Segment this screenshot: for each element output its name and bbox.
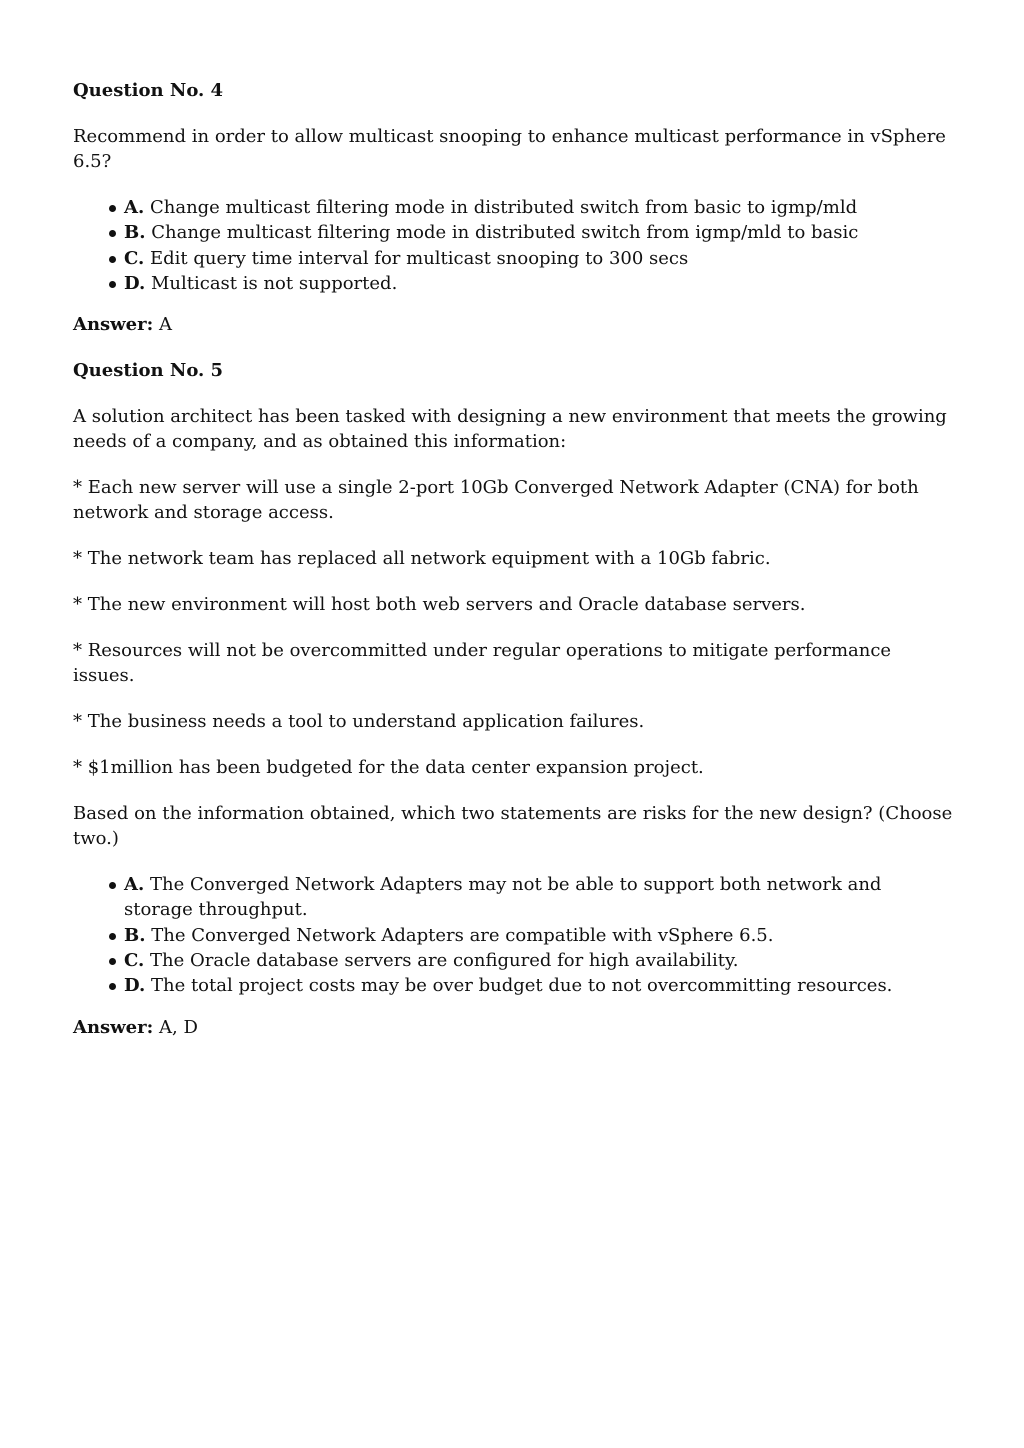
option-letter: D. [124, 272, 146, 294]
info-item: * Resources will not be overcommitted under regular operations to mitigate performance issues. [73, 640, 892, 687]
option-list [73, 195, 954, 296]
option-text: The Converged Network Adapters may not be able to support both network and storage throughput. [124, 874, 882, 921]
option-letter: A. [124, 197, 145, 218]
option-text: Change multicast filtering mode in distributed switch from igmp/mld to basic [151, 222, 859, 244]
info-item: * The new environment will host both web servers and Oracle database servers. [73, 594, 806, 616]
option-letter: A. [124, 874, 145, 896]
option-a [124, 195, 954, 220]
option-letter: D. [124, 975, 146, 997]
option-text: The total project costs may be over budget due to not overcommitting resources. [150, 975, 893, 997]
option-letter: B. [124, 924, 146, 946]
question-5 [73, 358, 954, 1039]
answer-label: Answer: [73, 1016, 154, 1038]
answer-line [73, 1015, 954, 1040]
option-d [124, 973, 954, 998]
question-text: A solution architect has been tasked with designing a new environment that meets the growing needs of a company, and as obtained this information: [73, 406, 947, 453]
answer-line [73, 312, 954, 337]
option-c [124, 246, 954, 271]
info-item: * The network team has replaced all network equipment with a 10Gb fabric. [73, 548, 771, 570]
option-text: The Oracle database servers are configured for high availability. [150, 950, 739, 972]
answer-label: Answer: [73, 314, 154, 336]
option-c [124, 948, 954, 973]
option-text: The Converged Network Adapters are compatible with vSphere 6.5. [151, 924, 774, 946]
question-title: Question No. 5 [73, 360, 224, 382]
question-title: Question No. 4 [73, 80, 224, 101]
option-letter: B. [124, 222, 146, 244]
option-text: Multicast is not supported. [150, 272, 398, 294]
info-item: * $1million has been budgeted for the data center expansion project. [73, 757, 704, 779]
option-letter: C. [124, 950, 145, 972]
info-item: * The business needs a tool to understand application failures. [73, 711, 645, 733]
question-text: Recommend in order to allow multicast snooping to enhance multicast performance in vSphere 6.5? [73, 126, 946, 172]
question-4 [73, 78, 954, 337]
option-b [124, 923, 954, 948]
answer-value: A [159, 314, 172, 336]
option-text: Change multicast filtering mode in distributed switch from basic to igmp/mld [149, 197, 858, 218]
answer-value: A, D [159, 1016, 198, 1038]
info-item: * Each new server will use a single 2-port 10Gb Converged Network Adapter (CNA) for both network and storage access. [73, 477, 919, 524]
option-text: Edit query time interval for multicast snooping to 300 secs [150, 247, 689, 269]
option-letter: C. [124, 247, 145, 269]
option-list [73, 872, 954, 998]
option-a [124, 872, 954, 923]
question-prompt: Based on the information obtained, which two statements are risks for the new design? (Choose two.) [73, 803, 953, 850]
option-d [124, 271, 954, 296]
option-b [124, 220, 954, 245]
